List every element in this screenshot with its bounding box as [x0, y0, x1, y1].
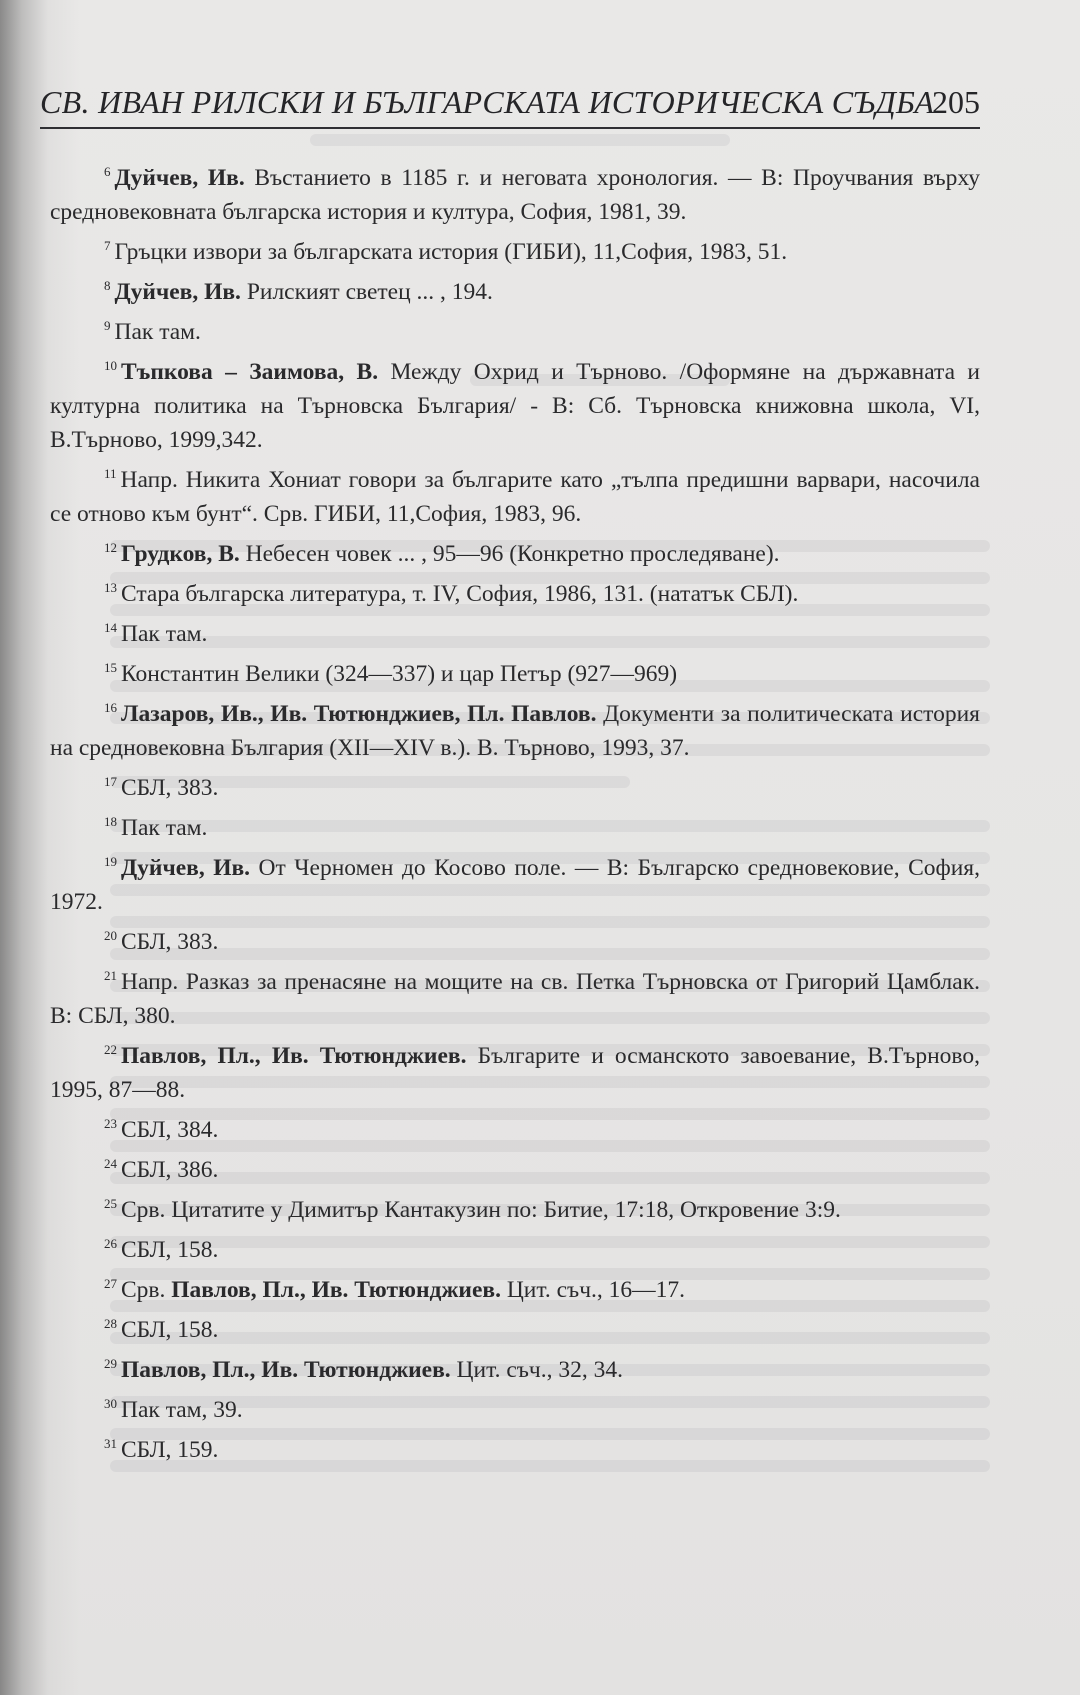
footnote-author: Павлов, Пл., Ив. Тютюнджиев. [121, 1357, 451, 1383]
footnote-text: Пак там, 39. [121, 1397, 243, 1423]
footnote-text: Цит. съч., 32, 34. [450, 1357, 623, 1383]
footnote-number: 17 [104, 774, 117, 789]
footnote-number: 16 [104, 700, 117, 715]
footnote-author: Павлов, Пл., Ив. Тютюнджиев. [121, 1043, 467, 1069]
footnote-text: Стара българска литература, т. IV, София, 1986, 131. (нататък СБЛ). [121, 581, 799, 607]
footnote-number: 22 [104, 1042, 117, 1057]
footnote-author: Дуйчев, Ив. [121, 855, 251, 881]
footnote-number: 6 [104, 164, 111, 179]
footnote [50, 531, 980, 571]
footnote [50, 611, 980, 651]
footnote-text: Пак там. [114, 319, 201, 345]
footnote [50, 457, 980, 531]
footnote-text: Българите и османското завоевание, В.Търново, 1995, 87—88. [50, 1043, 980, 1103]
footnote-number: 27 [104, 1276, 117, 1291]
footnote-text: Срв. [121, 1277, 172, 1303]
footnote [50, 651, 980, 691]
footnote [50, 571, 980, 611]
footnote [50, 1267, 980, 1307]
footnote [50, 845, 980, 919]
footnote-number: 14 [104, 620, 117, 635]
footnote-text: Константин Велики (324—337) и цар Петър (927—969) [121, 661, 678, 687]
footnote [50, 1227, 980, 1267]
footnote-text: Въстанието в 1185 г. и неговата хронология. — В: Проучвания върху средновековната българска история и култура, София, 1981, 39. [50, 165, 980, 225]
footnote-text: Напр. Разказ за пренасяне на мощите на св. Петка Търновска от Григорий Цамблак. В: СБЛ, 380. [50, 969, 980, 1029]
footnote-author: Павлов, Пл., Ив. Тютюнджиев. [171, 1277, 501, 1303]
footnote-author: Грудков, В. [121, 541, 240, 567]
footnote-text: От Черномен до Косово поле. — В: Българско средновековие, София, 1972. [50, 855, 980, 915]
footnote-number: 18 [104, 814, 117, 829]
footnote [50, 919, 980, 959]
footnote-author: Тъпкова – Заимова, В. [121, 359, 379, 385]
footnote-number: 19 [104, 854, 117, 869]
footnote-number: 21 [104, 968, 117, 983]
footnote-number: 15 [104, 660, 117, 675]
footnote-text: Рилският светец ... , 194. [240, 279, 493, 305]
footnote-number: 9 [104, 318, 111, 333]
footnote-text: Небесен човек ... , 95—96 (Конкретно проследяване). [239, 541, 780, 567]
footnote [50, 349, 980, 457]
footnote-number: 30 [104, 1396, 117, 1411]
footnote [50, 1307, 980, 1347]
footnote [50, 1347, 980, 1387]
footnote-number: 11 [104, 466, 117, 481]
footnote [50, 269, 980, 309]
footnote-number: 25 [104, 1196, 117, 1211]
footnote-number: 13 [104, 580, 117, 595]
footnote-text: Пак там. [121, 621, 208, 647]
footnote-number: 7 [104, 238, 111, 253]
footnote-author: Лазаров, Ив., Ив. Тютюнджиев, Пл. Павлов. [121, 701, 597, 727]
footnote-number: 23 [104, 1116, 117, 1131]
footnote-text: Пак там. [121, 815, 208, 841]
footnotes-list [50, 155, 980, 1467]
footnote [50, 309, 980, 349]
footnote [50, 155, 980, 229]
footnote-text: СБЛ, 383. [121, 775, 219, 801]
footnote [50, 1147, 980, 1187]
footnote-author: Дуйчев, Ив. [114, 279, 241, 305]
footnote [50, 1107, 980, 1147]
footnote [50, 229, 980, 269]
footnote [50, 805, 980, 845]
footnote-text: СБЛ, 384. [121, 1117, 219, 1143]
running-header-title: СВ. ИВАН РИЛСКИ И БЪЛГАРСКАТА ИСТОРИЧЕСКА СЪДБА [40, 84, 935, 120]
footnote-text: Срв. Цитатите у Димитър Кантакузин по: Битие, 17:18, Откровение 3:9. [121, 1197, 841, 1223]
footnote-number: 31 [104, 1436, 117, 1451]
footnote-number: 24 [104, 1156, 117, 1171]
footnote [50, 765, 980, 805]
footnote-text: СБЛ, 159. [121, 1437, 219, 1463]
footnote [50, 691, 980, 765]
running-header [40, 84, 980, 128]
footnote-text: СБЛ, 158. [121, 1237, 219, 1263]
footnote-number: 8 [104, 278, 111, 293]
footnote [50, 1033, 980, 1107]
footnote-author: Дуйчев, Ив. [114, 165, 245, 191]
footnote [50, 1187, 980, 1227]
footnote [50, 1387, 980, 1427]
footnote-number: 28 [104, 1316, 117, 1331]
footnote [50, 959, 980, 1033]
footnote-text: СБЛ, 386. [121, 1157, 219, 1183]
footnote-number: 26 [104, 1236, 117, 1251]
footnote-text: Цит. съч., 16—17. [500, 1277, 686, 1303]
footnote-text: СБЛ, 383. [121, 929, 219, 955]
footnote-text: Гръцки извори за българската история (ГИБИ), 11,София, 1983, 51. [114, 239, 788, 265]
footnote-number: 29 [104, 1356, 117, 1371]
footnote-text: Напр. Никита Хониат говори за българите като „тълпа предишни варвари, насочила се отново към бунт“. Срв. ГИБИ, 11,София, 1983, 96. [50, 467, 980, 527]
header-rule [40, 127, 980, 129]
footnote-number: 10 [104, 358, 117, 373]
footnote-number: 12 [104, 540, 117, 555]
footnote [50, 1427, 980, 1467]
footnote-number: 20 [104, 928, 117, 943]
footnote-text: Между Охрид и Търново. /Оформяне на държавната и културна политика на Търновска България/ - В: Сб. Търновска книжовна школа, VI, В.Търново, 1999,342. [50, 359, 980, 453]
footnote-text: СБЛ, 158. [121, 1317, 219, 1343]
page-number: 205 [932, 84, 980, 120]
footnote-text: Документи за политическата история на средновековна България (XII—XIV в.). В. Търново, 1993, 37. [50, 701, 980, 761]
